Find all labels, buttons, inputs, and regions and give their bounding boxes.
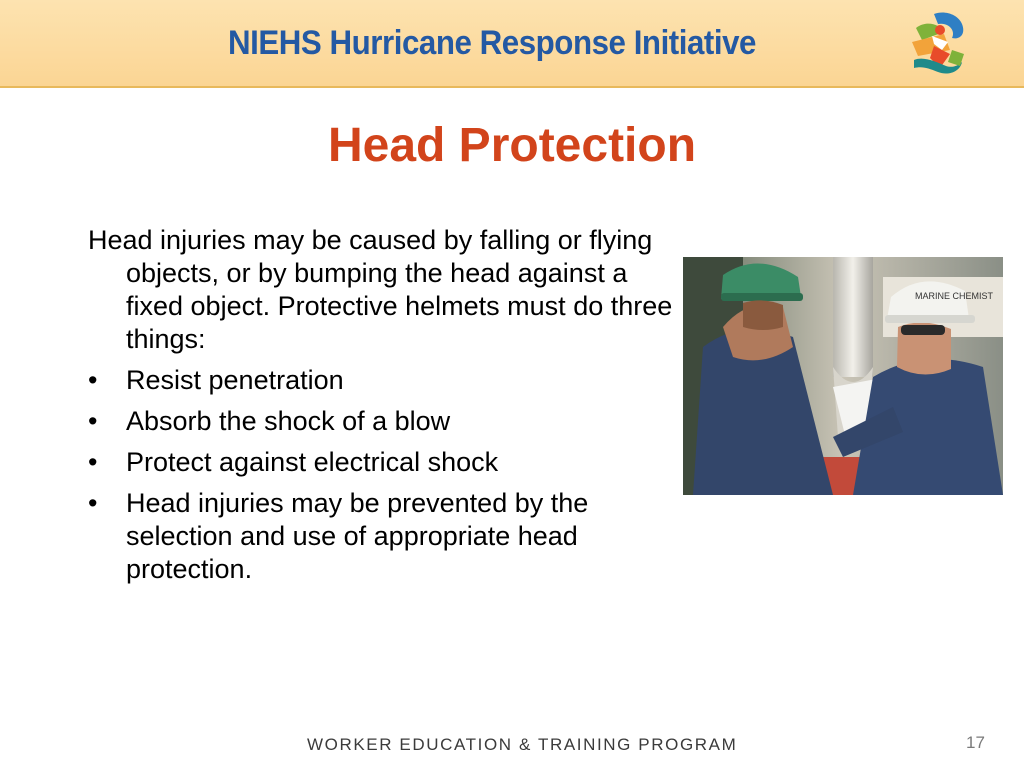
- bullet-text: Resist penetration: [126, 365, 344, 395]
- workers-illustration: [683, 257, 1003, 495]
- slide-title: Head Protection: [327, 119, 697, 172]
- header-banner: [0, 0, 1024, 88]
- intro-paragraph: Head injuries may be caused by falling or flying objects, or by bumping the head against a fixed object. Protective helmets must do three things:: [88, 225, 673, 354]
- list-item: [88, 364, 682, 397]
- helmet-label: MARINE CHEMIST: [915, 291, 994, 301]
- bullet-text: Absorb the shock of a blow: [126, 406, 451, 436]
- list-item: [88, 405, 682, 438]
- list-item: [88, 487, 682, 586]
- workers-photo: [683, 257, 1003, 495]
- page-number: 17: [966, 733, 985, 752]
- bullet-list: [88, 364, 682, 586]
- bullet-glyph: •: [88, 488, 98, 518]
- footer-program: WORKER EDUCATION & TRAINING PROGRAM: [307, 735, 738, 754]
- bullet-glyph: •: [88, 365, 98, 395]
- slide-body: [88, 224, 682, 586]
- hurricane-response-logo-icon: [904, 10, 970, 78]
- bullet-text: Protect against electrical shock: [126, 447, 499, 477]
- bullet-text: Head injuries may be prevented by the selection and use of appropriate head protection.: [126, 488, 589, 584]
- header-title: NIEHS Hurricane Response Initiative: [228, 24, 756, 62]
- bullet-glyph: •: [88, 406, 98, 436]
- list-item: [88, 446, 682, 479]
- bullet-glyph: •: [88, 447, 98, 477]
